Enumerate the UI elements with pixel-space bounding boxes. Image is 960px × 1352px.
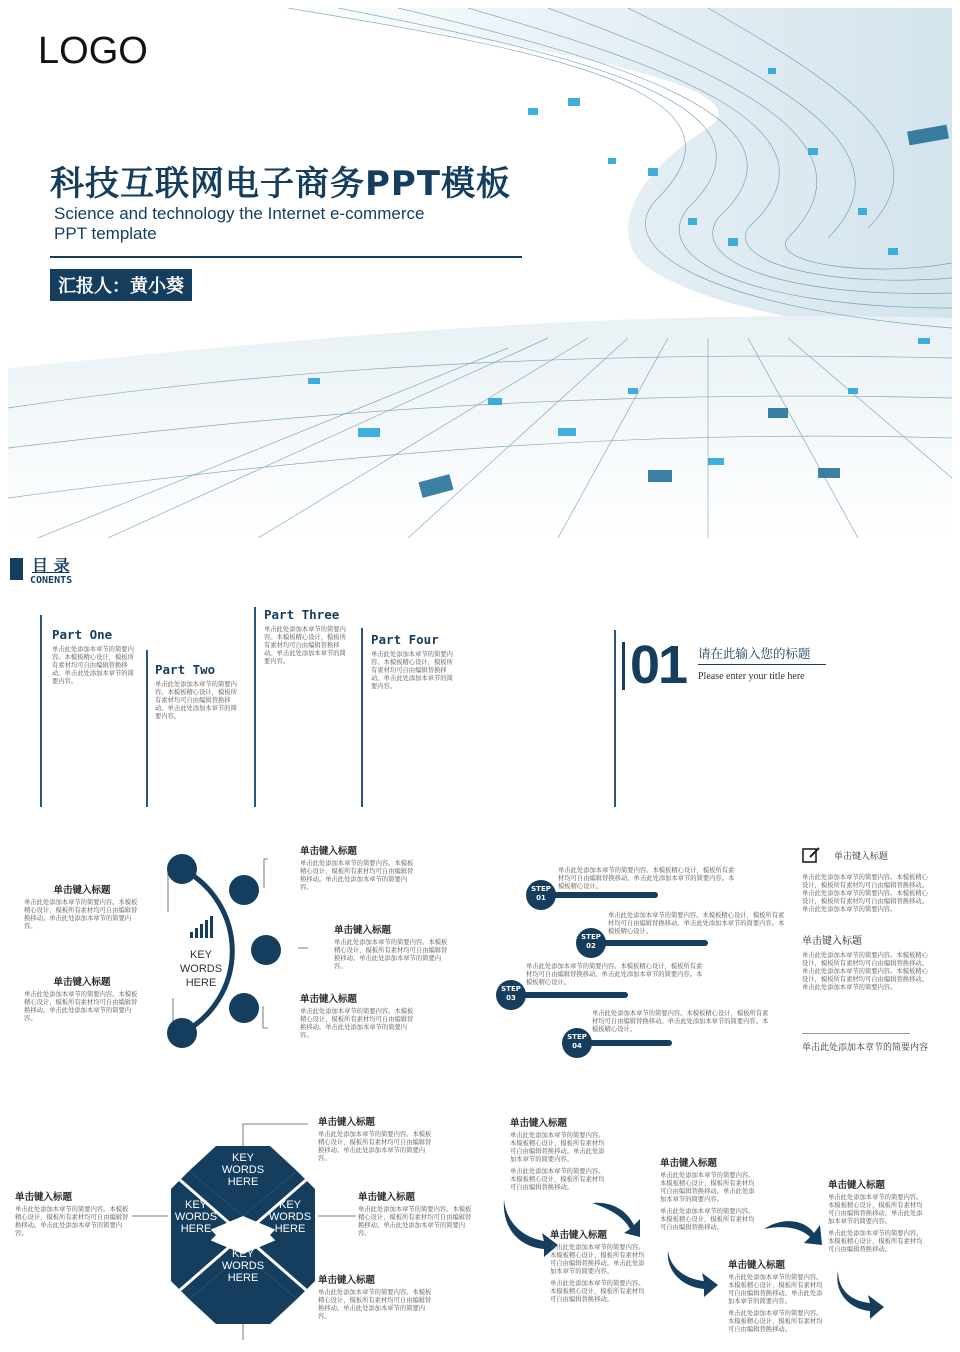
text-desc: 单击此处添加本章节的简要内容。本模板精心设计，模板所有素材均可自由编辑替换移动。单击此处添加本章节的简要内容。 [300,860,414,891]
step-num: 02 [586,942,596,950]
toc-line-3 [254,607,256,807]
arrow-text-5[interactable] [828,1177,924,1254]
step-label: STEP [567,1033,587,1041]
text-desc: 单击此处添加本章节的简要内容。本模板精心设计，模板所有素材均可自由编辑替换移动。 [728,1310,823,1333]
text-heading: 单击键入标题 [318,1275,376,1286]
circle-text-right-1[interactable] [300,843,416,892]
arrow-text-2[interactable] [550,1227,646,1304]
text-desc: 单击此处添加本章节的简要内容。本模板精心设计，模板所有素材均可自由编辑替换移动。单击此处添加本章节的简要内容。 [510,1132,605,1163]
step-label: STEP [531,885,551,893]
text-desc: 单击此处添加本章节的简要内容。本模板精心设计，模板所有素材均可自由编辑替换移动。 [660,1208,755,1231]
toc-subtitle: CONENTS [30,575,73,586]
arrow-text-1[interactable] [510,1115,606,1192]
text-heading: 单击键入标题 [53,885,111,896]
toc-line-2 [146,650,148,807]
edit-icon [802,846,822,864]
arrow-icon [668,1251,718,1297]
step-bar [590,940,708,946]
keyword-line: KEY [278,1199,301,1211]
text-desc: 单击此处添加本章节的简要内容。本模板精心设计，模板所有素材均可自由编辑替换移动。单击此处添加本章节的简要内容。 [334,939,448,970]
circle-text-right-2[interactable] [334,922,450,971]
keyword-line: KEY [184,1199,207,1211]
step-text-1: 单击此处添加本章节的简要内容。本模板精心设计，模板所有素材均可自由编辑替换移动。单击此处添加本章节的简要内容。本模板精心设计。 [558,867,735,890]
toc-part-title: Part Four [371,632,439,647]
step-badge [526,880,556,910]
step-num: 04 [572,1042,582,1050]
steps-slide [490,830,952,1070]
toc-part-desc: 单击此处添加本章节的简要内容。本模板精心设计，模板所有素材均可自由编辑替换移动。单击此处添加本章节的简要内容。 [155,681,237,720]
toc-line-1 [40,615,42,807]
toc-part-4[interactable] [371,632,457,691]
step-num: 03 [506,994,516,1002]
toc-part-desc: 单击此处添加本章节的简要内容。本模板精心设计，模板所有素材均可自由编辑替换移动。单击此处添加本章节的简要内容。 [52,646,134,685]
section-subtitle: Please enter your title here [698,671,805,682]
section-title: 请在此输入您的标题 [698,644,826,665]
toc-marker [10,558,23,580]
text-desc: 单击此处添加本章节的简要内容。本模板精心设计，模板所有素材均可自由编辑替换移动。 [828,1230,923,1253]
octagon-text-top[interactable] [318,1114,434,1163]
keyword-line: WORDS [179,963,223,975]
step-label: STEP [581,933,601,941]
text-heading: 单击键入标题 [300,846,358,857]
octagon-text-right[interactable] [358,1189,474,1238]
center-keyword [176,948,226,990]
toc-part-3[interactable] [264,607,350,666]
keyword-line: HERE [274,1223,306,1235]
text-heading: 单击键入标题 [15,1192,73,1203]
toc-part-title: Part Three [264,607,340,622]
text-desc: 单击此处添加本章节的简要内容。本模板精心设计，模板所有素材均可自由编辑替换移动。单击此处添加本章节的简要内容。 [660,1172,755,1203]
text-desc: 单击此处添加本章节的简要内容。本模板精心设计，模板所有素材均可自由编辑替换移动。单击此处添加本章节的简要内容。 [828,1194,923,1225]
octagon-keyword-left [171,1199,221,1235]
step-text-2: 单击此处添加本章节的简要内容。本模板精心设计，模板所有素材均可自由编辑替换移动。单击此处添加本章节的简要内容。本模板精心设计。 [608,912,785,935]
page-title: 科技互联网电子商务PPT模板 [50,164,512,204]
octagon-slide [8,1100,478,1340]
toc-part-1[interactable] [52,627,138,686]
text-heading: 单击键入标题 [53,977,111,988]
text-desc: 单击此处添加本章节的简要内容。本模板精心设计，模板所有素材均可自由编辑替换移动。单击此处添加本章节的简要内容。 [550,1244,645,1275]
circle-text-left-2[interactable] [24,974,140,1023]
step-label: STEP [501,985,521,993]
section-line-outer [614,630,616,807]
text-desc: 单击此处添加本章节的简要内容。本模板精心设计，模板所有素材均可自由编辑替换移动。单击此处添加本章节的简要内容。 [24,899,138,930]
step-bar [510,992,628,998]
section-number: 01 [630,635,687,695]
side-heading-1: 单击键入标题 [834,852,889,862]
text-heading: 单击键入标题 [550,1230,608,1241]
keyword-line: WORDS [221,1260,265,1272]
subtitle-line-2: PPT template [54,224,157,243]
circle-slide [8,830,478,1060]
octagon-text-bottom[interactable] [318,1272,434,1321]
reporter-label: 汇报人：黄小葵 [58,276,184,297]
text-heading: 单击键入标题 [318,1117,376,1128]
keyword-line: KEY [231,1152,254,1164]
keyword-line: HERE [185,977,217,989]
text-heading: 单击键入标题 [510,1118,568,1129]
step-text-4: 单击此处添加本章节的简要内容。本模板精心设计，模板所有素材均可自由编辑替换移动。单击此处添加本章节的简要内容。本模板精心设计。 [592,1010,769,1033]
text-heading: 单击键入标题 [728,1260,786,1271]
side-desc-1: 单击此处添加本章节的简要内容。本模板精心设计，模板所有素材均可自由编辑替换移动。单击此处添加本章节的简要内容。本模板精心设计，模板所有素材均可自由编辑替换移动。单击此处添加本章节的简要内容。 [802,874,928,913]
circle-text-left-1[interactable] [24,882,140,931]
text-desc: 单击此处添加本章节的简要内容。本模板精心设计，模板所有素材均可自由编辑替换移动。单击此处添加本章节的简要内容。 [300,1008,414,1039]
text-desc: 单击此处添加本章节的简要内容。本模板精心设计，模板所有素材均可自由编辑替换移动。单击此处添加本章节的简要内容。 [358,1206,472,1237]
keyword-line: WORDS [221,1164,265,1176]
section-slide [614,630,944,807]
octagon-text-left[interactable] [15,1189,131,1238]
toc-part-title: Part One [52,627,113,642]
step-badge [496,980,526,1010]
keyword-line: HERE [180,1223,212,1235]
keyword-line: HERE [227,1272,259,1284]
reporter-badge [50,269,192,301]
step-badge [576,928,606,958]
text-desc: 单击此处添加本章节的简要内容。本模板精心设计，模板所有素材均可自由编辑替换移动。单击此处添加本章节的简要内容。 [15,1206,129,1237]
arrows-slide [500,1105,952,1345]
step-text-3: 单击此处添加本章节的简要内容。本模板精心设计，模板所有素材均可自由编辑替换移动。单击此处添加本章节的简要内容。本模板精心设计。 [526,963,703,986]
text-desc: 单击此处添加本章节的简要内容。本模板精心设计，模板所有素材均可自由编辑替换移动。 [550,1280,645,1303]
keyword-line: HERE [227,1176,259,1188]
text-desc: 单击此处添加本章节的简要内容。本模板精心设计，模板所有素材均可自由编辑替换移动。单击此处添加本章节的简要内容。 [24,991,138,1022]
logo: LOGO [38,30,148,72]
text-desc: 单击此处添加本章节的简要内容。本模板精心设计，模板所有素材均可自由编辑替换移动。单击此处添加本章节的简要内容。 [318,1289,432,1320]
side-divider [802,1033,910,1034]
circle-text-right-3[interactable] [300,991,416,1040]
side-desc-2: 单击此处添加本章节的简要内容。本模板精心设计，模板所有素材均可自由编辑替换移动。单击此处添加本章节的简要内容。本模板精心设计，模板所有素材均可自由编辑替换移动。单击此处添加本章节的简要内容。 [802,952,928,991]
text-heading: 单击键入标题 [660,1158,718,1169]
arrow-text-3[interactable] [660,1155,756,1232]
toc-part-desc: 单击此处添加本章节的简要内容。本模板精心设计，模板所有素材均可自由编辑替换移动。单击此处添加本章节的简要内容。 [264,626,346,665]
keyword-line: WORDS [174,1211,218,1223]
cover-slide [8,8,952,538]
text-heading: 单击键入标题 [334,925,392,936]
text-desc: 单击此处添加本章节的简要内容。本模板精心设计，模板所有素材均可自由编辑替换移动。单击此处添加本章节的简要内容。 [318,1131,432,1162]
arrow-icon [764,1221,822,1245]
side-heading-2: 单击键入标题 [802,936,862,947]
title-divider [50,256,522,258]
octagon-keyword-top [218,1152,268,1188]
arrow-text-4[interactable] [728,1257,824,1334]
step-bar [540,892,658,898]
toc-title: 目 录 [32,556,70,575]
keyword-line: KEY [231,1248,254,1260]
text-desc: 单击此处添加本章节的简要内容。本模板精心设计，模板所有素材均可自由编辑替换移动。 [510,1168,605,1191]
text-heading: 单击键入标题 [300,994,358,1005]
step-num: 01 [536,894,546,902]
section-line-inner [622,642,625,690]
text-desc: 单击此处添加本章节的简要内容。本模板精心设计，模板所有素材均可自由编辑替换移动。单击此处添加本章节的简要内容。 [728,1274,823,1305]
toc-part-title: Part Two [155,662,216,677]
keyword-line: WORDS [268,1211,312,1223]
text-heading: 单击键入标题 [358,1192,416,1203]
arrow-icon [837,1271,884,1319]
step-badge [562,1028,592,1058]
toc-part-2[interactable] [155,662,241,721]
subtitle-line-1: Science and technology the Internet e-commerce [54,204,425,223]
text-heading: 单击键入标题 [828,1180,886,1191]
octagon-keyword-right [265,1199,315,1235]
toc-line-4 [361,628,363,807]
side-footer: 单击此处添加本章节的简要内容 [802,1043,929,1053]
toc-part-desc: 单击此处添加本章节的简要内容。本模板精心设计，模板所有素材均可自由编辑替换移动。单击此处添加本章节的简要内容。 [371,651,453,690]
octagon-keyword-bottom [218,1248,268,1284]
keyword-line: KEY [189,949,212,961]
